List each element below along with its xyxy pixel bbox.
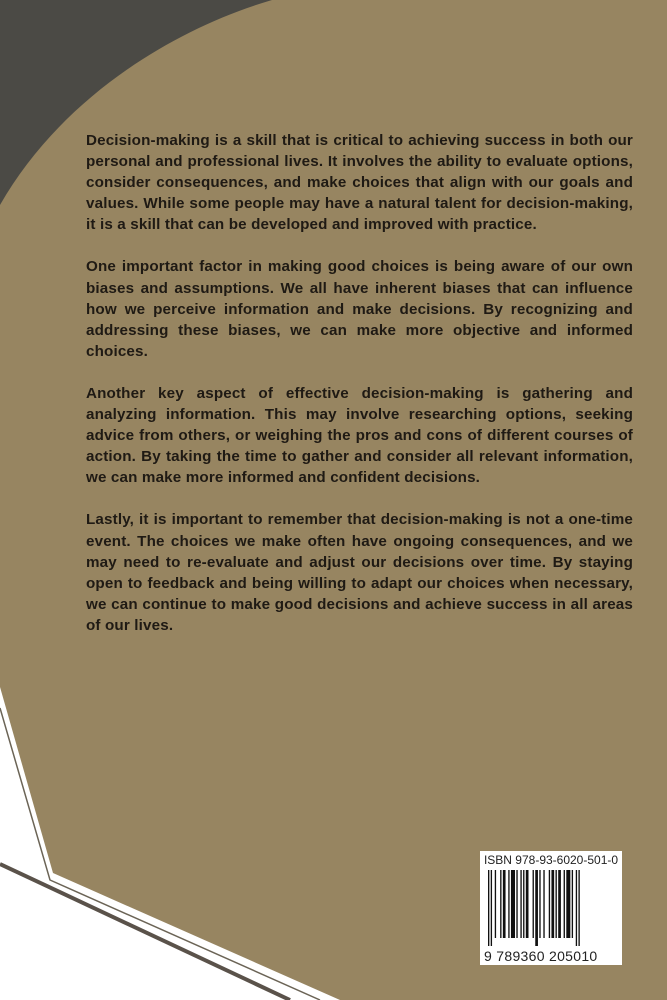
isbn-label: ISBN 978-93-6020-501-0 bbox=[483, 853, 619, 867]
barcode-bar bbox=[556, 870, 557, 938]
barcode-bar bbox=[576, 870, 577, 946]
barcode-bar bbox=[535, 870, 538, 946]
barcode-bar bbox=[523, 870, 524, 938]
isbn-barcode bbox=[480, 851, 622, 965]
barcode-bar bbox=[488, 870, 489, 946]
barcode-bar bbox=[566, 870, 570, 938]
paragraph: Lastly, it is important to remember that decision-making is not a one-time event. The choices we make often have ongoing consequences, and we may need to re-evaluate and adjust our decisions over time. By staying open to feedback and being willing to adapt our choices when necessary, we can continue to make good decisions and achieve success in all areas of our lives. bbox=[86, 511, 633, 634]
barcode-bar bbox=[491, 870, 492, 946]
barcode-bar bbox=[533, 870, 534, 938]
barcode-bar bbox=[508, 870, 509, 938]
barcode-bar bbox=[500, 870, 501, 938]
barcode-bar bbox=[539, 870, 540, 938]
barcode-bar bbox=[558, 870, 561, 938]
barcode-bar bbox=[516, 870, 517, 938]
white-corner-shape bbox=[0, 687, 340, 1000]
barcode-bar bbox=[543, 870, 544, 938]
back-cover-blurb bbox=[86, 130, 633, 657]
barcode-bar bbox=[578, 870, 579, 946]
paragraph: One important factor in making good choices is being aware of our own biases and assumptions. We all have inherent biases that can influence how we perceive information and make decisions. By recognizing and addressing these biases, we can make more objective and informed choices. bbox=[86, 258, 633, 360]
barcode-bars bbox=[488, 870, 614, 946]
paragraph: Another key aspect of effective decision-making is gathering and analyzing information. This may involve researching options, seeking advice from others, or weighing the pros and cons of different courses of action. By taking the time to gather and consider all relevant information, we can make more informed and confident decisions. bbox=[86, 384, 633, 487]
barcode-bar bbox=[520, 870, 521, 938]
paragraph: Decision-making is a skill that is critical to achieving success in both our personal and professional lives. It involves the ability to evaluate options, consider consequences, and make choices that align with our goals and values. While some people may have a natural talent for decision-making, it is a skill that can be developed and improved with practice. bbox=[86, 132, 633, 234]
barcode-bar bbox=[495, 870, 496, 938]
barcode-bar bbox=[511, 870, 515, 938]
barcode-bar bbox=[549, 870, 550, 938]
barcode-bar bbox=[551, 870, 554, 938]
barcode-bar bbox=[503, 870, 506, 938]
barcode-bar bbox=[572, 870, 573, 938]
barcode-digits: 9 789360 205010 bbox=[484, 948, 598, 964]
barcode-bar bbox=[526, 870, 529, 938]
barcode-bar bbox=[564, 870, 565, 938]
